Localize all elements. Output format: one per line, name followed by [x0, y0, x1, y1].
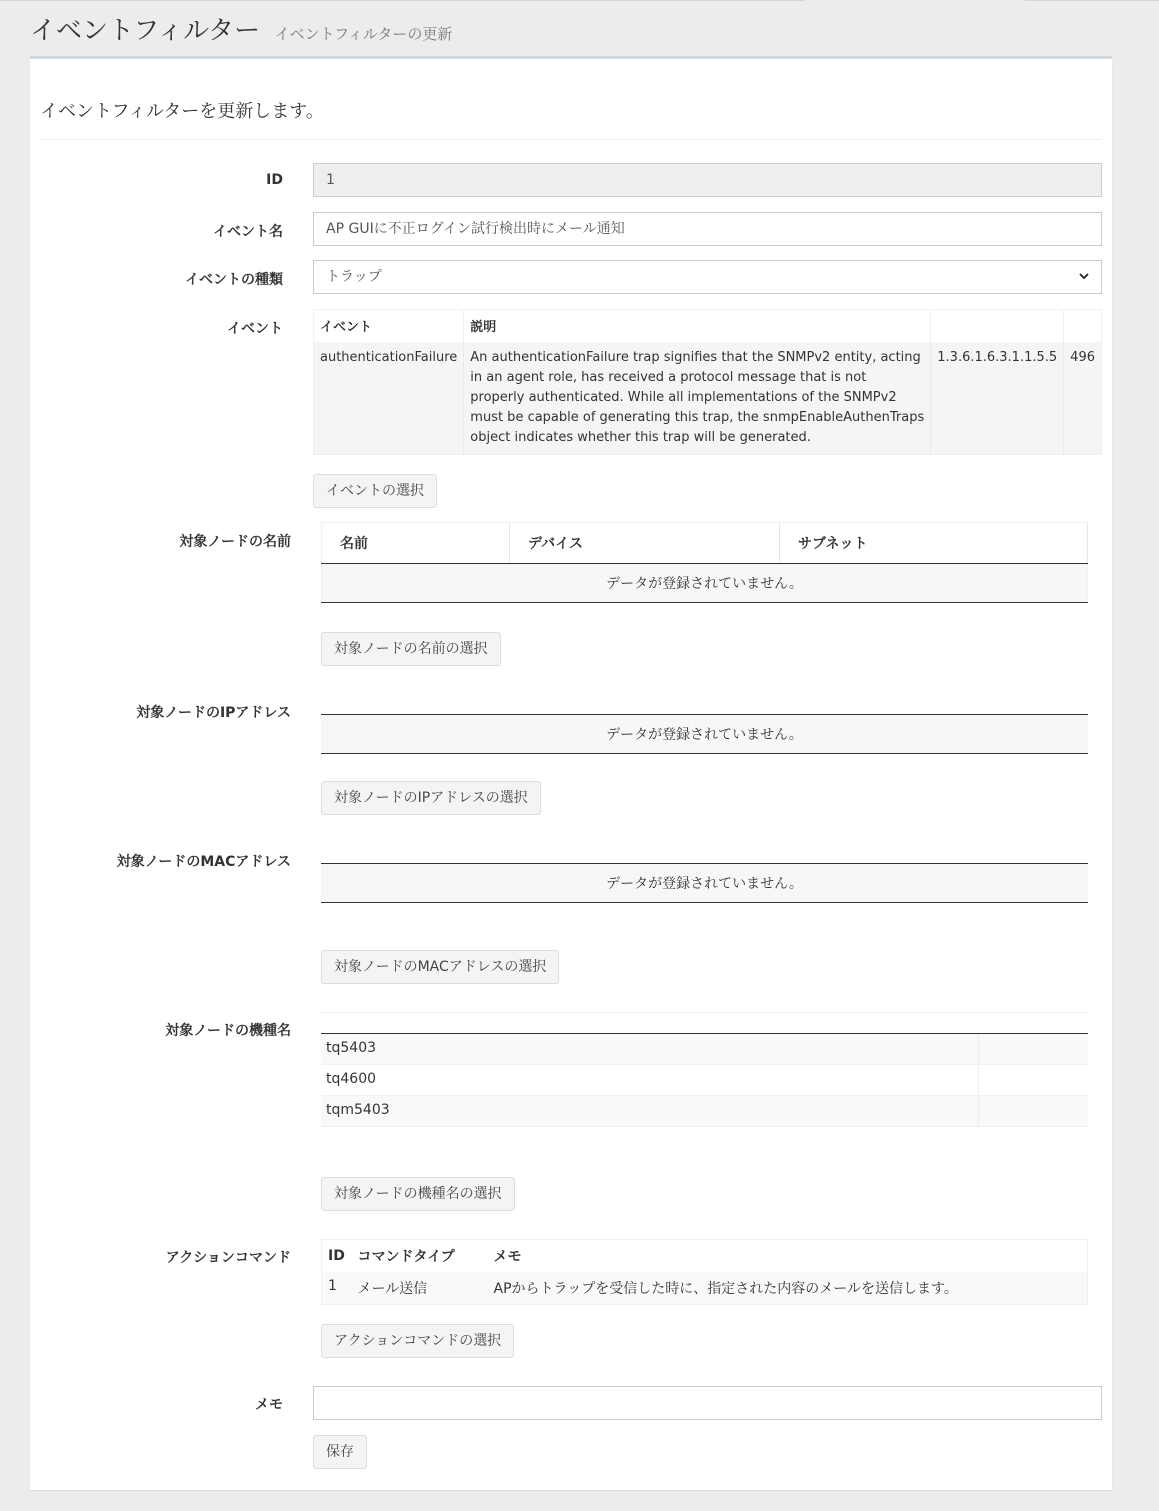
event-col-description: 説明 [464, 310, 931, 342]
node-name-label: 対象ノードの名前 [179, 534, 291, 550]
memo-label: メモ [255, 1397, 283, 1413]
model-cell: tqm5403 [321, 1096, 978, 1127]
node-ip-label: 対象ノードのIPアドレス [136, 705, 291, 721]
action-command-table [321, 1239, 1088, 1305]
top-border [0, 0, 805, 1]
event-type-label: イベントの種類 [185, 272, 283, 288]
node-name-table [321, 522, 1088, 603]
event-col-event: イベント [314, 310, 464, 342]
select-action-command-button[interactable]: アクションコマンドの選択 [321, 1324, 514, 1358]
event-type-value: トラップ [326, 269, 382, 285]
node-col-name: 名前 [322, 523, 510, 564]
empty-message: データが登録されていません。 [322, 564, 1088, 603]
event-col-num [1064, 310, 1102, 342]
page-header [30, 10, 452, 47]
node-col-subnet: サブネット [780, 523, 1088, 564]
event-cell-num: 496 [1064, 342, 1102, 455]
table-row [321, 1065, 1088, 1096]
node-ip-table [321, 713, 1088, 754]
page-subtitle: イベントフィルターの更新 [274, 25, 453, 43]
model-cell: tq4600 [321, 1065, 978, 1096]
action-col-id: ID [328, 1248, 345, 1264]
table-row [321, 1034, 1088, 1065]
event-table [313, 309, 1102, 455]
event-col-oid [931, 310, 1064, 342]
model-cell: tq5403 [321, 1034, 978, 1065]
select-node-model-button[interactable]: 対象ノードの機種名の選択 [321, 1177, 515, 1211]
event-name-field[interactable]: AP GUIに不正ログイン試行検出時にメール通知 [313, 212, 1102, 246]
empty-message: データが登録されていません。 [321, 863, 1088, 902]
select-event-button[interactable]: イベントの選択 [313, 474, 437, 508]
event-cell-description: An authenticationFailure trap signifies that the SNMPv2 entity, acting in an agent role, has received a protocol message that is not properly authenticated. While all implementations of the SNMPv2 must be capable of generating this trap, the snmpEnableAuthenTraps object indicates whether this trap will be generated. [464, 342, 931, 455]
event-cell-oid: 1.3.6.1.6.3.1.1.5.5 [931, 342, 1064, 455]
page-title: イベントフィルター [30, 16, 261, 46]
table-row [314, 342, 1102, 455]
save-button[interactable]: 保存 [313, 1435, 367, 1469]
event-name-label: イベント名 [213, 224, 283, 240]
id-field[interactable]: 1 [313, 163, 1102, 197]
top-border-right [1025, 0, 1159, 1]
form-box [30, 56, 1112, 1490]
node-mac-label: 対象ノードのMACアドレス [116, 854, 291, 870]
id-label: ID [266, 172, 283, 188]
select-node-name-button[interactable]: 対象ノードの名前の選択 [321, 632, 501, 666]
memo-field[interactable] [313, 1386, 1102, 1420]
node-col-device: デバイス [510, 523, 780, 564]
chevron-down-icon [1079, 271, 1089, 281]
action-cell-id: 1 [322, 1272, 352, 1305]
action-col-type: コマンドタイプ [357, 1249, 455, 1265]
empty-message: データが登録されていません。 [321, 714, 1088, 753]
action-command-label: アクションコマンド [165, 1250, 291, 1266]
table-row [321, 1096, 1088, 1127]
action-col-memo: メモ [493, 1249, 522, 1265]
table-row [322, 1272, 1088, 1305]
select-node-mac-button[interactable]: 対象ノードのMACアドレスの選択 [321, 950, 559, 984]
node-model-label: 対象ノードの機種名 [165, 1023, 291, 1039]
node-model-table [321, 1012, 1088, 1127]
select-node-ip-button[interactable]: 対象ノードのIPアドレスの選択 [321, 781, 541, 815]
intro-text: イベントフィルターを更新します。 [40, 101, 324, 122]
action-cell-type: メール送信 [352, 1272, 488, 1305]
event-label: イベント [227, 321, 283, 337]
divider [40, 139, 1102, 140]
node-mac-table [321, 862, 1088, 903]
action-cell-memo: APからトラップを受信した時に、指定された内容のメールを送信します。 [488, 1272, 1088, 1305]
event-type-select[interactable] [313, 260, 1102, 294]
event-cell-name: authenticationFailure [314, 342, 464, 455]
